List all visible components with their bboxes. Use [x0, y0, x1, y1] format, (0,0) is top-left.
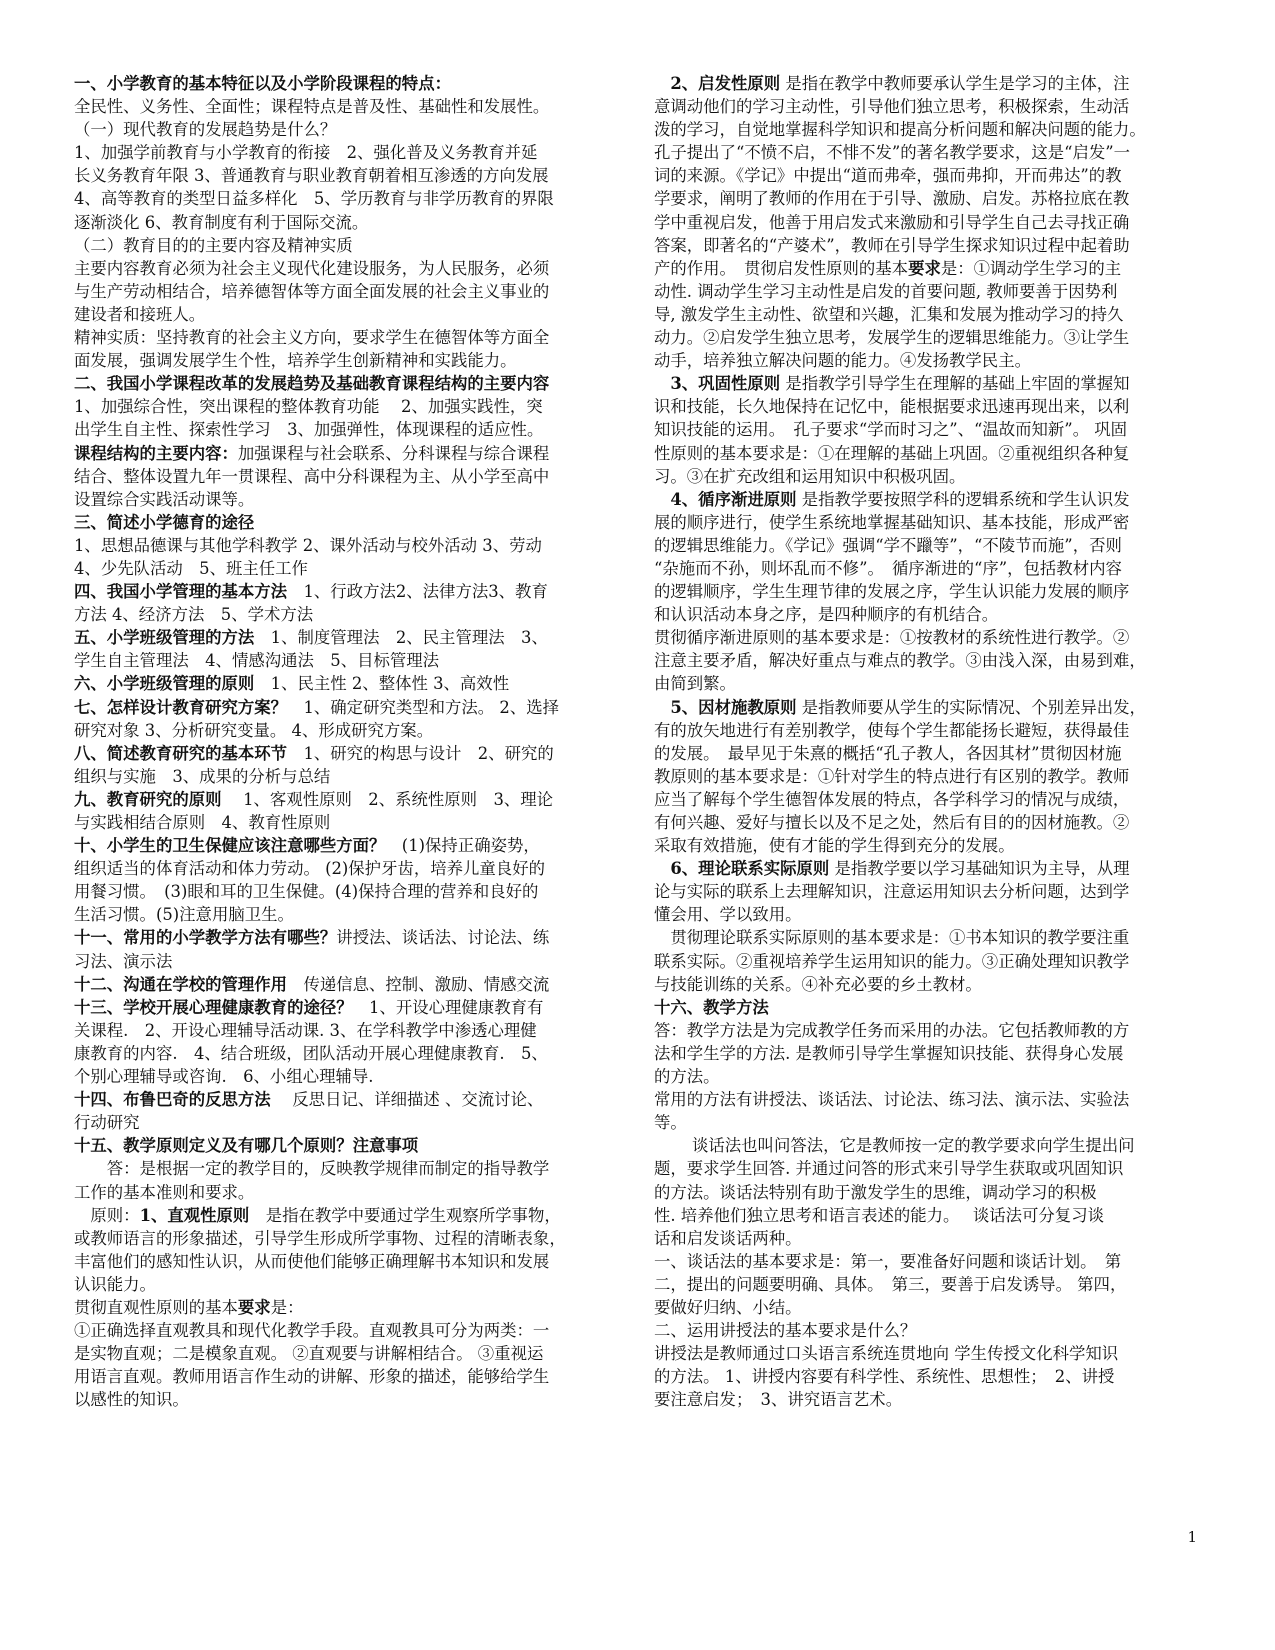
bold-heading: 1、直观性原则	[139, 1205, 250, 1225]
bold-heading: 4、循序渐进原则	[670, 489, 797, 509]
text-line	[74, 1296, 622, 1319]
text-segment	[654, 859, 670, 878]
text-line: 1、加强综合性，突出课程的整体教育功能 2、加强实践性，突	[74, 397, 543, 417]
text-line: 词的来源。《学记》中提出“道而弗牵，强而弗抑，开而弗达”的教	[654, 166, 1122, 186]
text-line: 由简到繁。	[654, 674, 736, 694]
text-segment	[654, 374, 670, 393]
text-line	[74, 442, 622, 465]
text-line: 丰富他们的感知性认识，从而使他们能够正确理解书本知识和发展	[74, 1251, 550, 1271]
text-line: 答案，即著名的“产婆术”，教师在引导学生探求知识过程中起着助	[654, 235, 1130, 255]
text-line	[654, 372, 1202, 395]
text-segment: 1、研究的构思与设计 2、研究的	[287, 743, 554, 763]
text-line: 1、加强学前教育与小学教育的衔接 2、强化普及义务教育并延	[74, 143, 538, 163]
text-segment: 原则：	[74, 1205, 140, 1225]
text-line	[74, 696, 622, 719]
text-segment: 1、行政方法2、法律方法3、教育	[287, 582, 548, 602]
text-line: 贯彻循序渐进原则的基本要求是：①按教材的系统性进行教学。②	[654, 628, 1130, 648]
bold-heading: 3、巩固性原则	[670, 374, 781, 394]
text-line: 与生产劳动相结合，培养德智体等方面全面发展的社会主义事业的	[74, 281, 550, 301]
text-line: 性. 培养他们独立思考和语言表述的能力。 谈话法可分复习谈	[654, 1205, 1104, 1225]
text-segment: 是指在教学中教师要承认学生是学习的主体，注	[780, 74, 1130, 93]
bold-heading: 5、因材施教原则	[670, 697, 797, 717]
text-line	[74, 973, 622, 996]
text-line: 建设者和接班人。	[74, 304, 206, 324]
text-segment: 加强课程与社会联系、分科课程与综合课程	[237, 443, 550, 463]
text-line: 主要内容教育必须为社会主义现代化建设服务，为人民服务，必须	[74, 258, 550, 278]
text-line: 习。③在扩充改组和运用知识中积极巩固。	[654, 466, 966, 486]
bold-heading: 十一、常用的小学教学方法有哪些？	[74, 928, 337, 948]
text-segment: 是：①调动学生学习的主	[940, 258, 1122, 278]
text-line: 动手，培养独立解决问题的能力。④发扬教学民主。	[654, 351, 1031, 371]
bold-heading: 五、小学班级管理的方法	[74, 628, 255, 648]
bold-heading: 七、怎样设计教育研究方案？	[74, 697, 288, 717]
text-line	[74, 372, 622, 395]
right-column	[654, 72, 1202, 1411]
text-segment: 1、民主性 2、整体性 3、高效性	[254, 674, 510, 694]
text-segment: 产的作用。 贯彻启发性原则的基本	[654, 258, 909, 278]
text-line	[654, 696, 1202, 719]
text-line: 导, 激发学生主动性、欲望和兴趣，汇集和发展为推动学习的持久	[654, 304, 1124, 324]
text-line: 以感性的知识。	[74, 1390, 189, 1410]
bold-heading: 一、小学教育的基本特征以及小学阶段课程的特点：	[74, 74, 451, 93]
text-segment: 1、开设心理健康教育有	[352, 997, 544, 1017]
text-segment: (1)保持正确姿势，	[385, 836, 540, 856]
text-line: 1、思想品德课与其他学科教学 2、课外活动与校外活动 3、劳动	[74, 535, 542, 555]
text-line	[74, 1088, 622, 1111]
text-line: 4、少先队活动 5、班主任工作	[74, 558, 308, 578]
text-line: 常用的方法有讲授法、谈话法、讨论法、练习法、演示法、实验法	[654, 1090, 1130, 1110]
text-line: 一、谈话法的基本要求是：第一，要准备好问题和谈话计划。 第	[654, 1251, 1122, 1271]
bold-heading: 十三、学校开展心理健康教育的途径？	[74, 997, 353, 1017]
text-line	[74, 926, 622, 949]
page-number: 1	[1187, 1528, 1197, 1546]
text-line: 学生自主管理法 4、情感沟通法 5、目标管理法	[74, 651, 440, 671]
text-line: 是实物直观；二是模象直观。 ②直观要与讲解相结合。 ③重视运	[74, 1344, 544, 1364]
bold-heading: 要求	[908, 258, 941, 278]
text-line: 答：教学方法是为完成教学任务而采用的办法。它包括教师教的方	[654, 1020, 1130, 1040]
text-line: 工作的基本准则和要求。	[74, 1182, 255, 1202]
text-line: ①正确选择直观教具和现代化教学手段。直观教具可分为两类：一	[74, 1321, 550, 1341]
text-line	[74, 1204, 622, 1227]
text-segment: 是指教师要从学生的实际情况、个别差异出发，	[796, 697, 1146, 717]
text-segment: 贯彻直观性原则的基本	[74, 1297, 238, 1317]
text-line	[74, 1134, 622, 1157]
text-line	[74, 672, 622, 695]
text-segment: 是指教学引导学生在理解的基础上牢固的掌握知	[780, 374, 1130, 394]
text-line: 动力。②启发学生独立思考，发展学生的逻辑思维能力。③让学生	[654, 328, 1130, 348]
bold-heading: 2、启发性原则	[670, 74, 781, 93]
bold-heading: 要求	[237, 1297, 271, 1317]
text-line	[654, 488, 1202, 511]
bold-heading: 十六、教学方法	[654, 997, 769, 1017]
text-line: 应当了解每个学生德智体发展的特点，各学科学习的情况与成绩，	[654, 789, 1130, 809]
text-line: 要注意启发； 3、讲究语言艺术。	[654, 1390, 903, 1410]
text-line: 面发展，强调发展学生个性，培养学生创新精神和实践能力。	[74, 351, 517, 371]
text-line: 题，要求学生回答. 并通过问答的形式来引导学生获取或巩固知识	[654, 1159, 1124, 1179]
text-segment: 是指教学要以学习基础知识为主导，从理	[829, 859, 1130, 879]
text-line	[74, 742, 622, 765]
text-line	[654, 72, 1202, 95]
text-segment: 1、确定研究类型和方法。 2、选择	[287, 697, 560, 717]
bold-heading: 四、我国小学管理的基本方法	[74, 582, 288, 602]
text-line: 的方法。 1、讲授内容要有科学性、系统性、思想性； 2、讲授	[654, 1367, 1115, 1387]
text-segment: 1、客观性原则 2、系统性原则 3、理论	[221, 789, 554, 809]
text-line: 性原则的基本要求是：①在理解的基础上巩固。②重视组织各种复	[654, 443, 1130, 463]
text-line: 有何兴趣、爱好与擅长以及不足之处，然后有目的的因材施教。②	[654, 813, 1130, 832]
text-line: 谈话法也叫问答法，它是教师按一定的教学要求向学生提出问	[654, 1136, 1135, 1156]
text-line	[74, 996, 622, 1019]
text-line: 的逻辑顺序，学生生理节律的发展之序，学生认识能力发展的顺序	[654, 582, 1130, 602]
text-line: 方法 4、经济方法 5、学术方法	[74, 605, 314, 625]
text-line: 的方法。	[654, 1067, 720, 1087]
text-line	[74, 72, 622, 95]
text-line: 采取有效措施，使有才能的学生得到充分的发展。	[654, 836, 1015, 856]
text-line: 注意主要矛盾，解决好重点与难点的教学。③由浅入深，由易到难，	[654, 651, 1146, 671]
text-line: 贯彻理论联系实际原则的基本要求是：①书本知识的教学要注重	[654, 928, 1130, 948]
bold-heading: 六、小学班级管理的原则	[74, 674, 255, 694]
bold-heading: 6、理论联系实际原则	[670, 859, 830, 879]
text-line: 行动研究	[74, 1113, 140, 1133]
text-line: 讲授法是教师通过口头语言系统连贯地向 学生传授文化科学知识	[654, 1344, 1119, 1364]
text-line: （二）教育目的的主要内容及精神实质	[74, 235, 353, 255]
text-line: 话和启发谈话两种。	[654, 1228, 802, 1248]
text-line: 泼的学习，自觉地掌握科学知识和提高分析问题和解决问题的能力。	[654, 120, 1146, 140]
text-line: （一）现代教育的发展趋势是什么？	[74, 120, 337, 140]
bold-heading: 十、小学生的卫生保健应该注意哪些方面？	[74, 836, 386, 856]
text-line: 个别心理辅导或咨询. 6、小组心理辅导.	[74, 1067, 374, 1087]
text-line: 教原则的基本要求是：①针对学生的特点进行有区别的教学。教师	[654, 766, 1130, 786]
bold-heading: 课程结构的主要内容：	[74, 443, 238, 463]
text-line: 4、高等教育的类型日益多样化 5、学历教育与非学历教育的界限	[74, 189, 554, 209]
text-line: 生活习惯。(5)注意用脑卫生。	[74, 905, 294, 925]
text-segment	[654, 490, 670, 509]
text-line	[654, 996, 1202, 1019]
text-line: 研究对象 3、分析研究变量。 4、形成研究方案。	[74, 720, 434, 740]
text-line: 孔子提出了“不愤不启，不悱不发”的著名教学要求，这是“启发”一	[654, 143, 1131, 163]
text-line: 论与实际的联系上去理解知识，注意运用知识去分析问题，达到学	[654, 882, 1130, 902]
text-line: 康教育的内容. 4、结合班级，团队活动开展心理健康教育. 5、	[74, 1043, 548, 1063]
text-segment: 是指教学要按照学科的逻辑系统和学生认识发	[796, 489, 1130, 509]
text-segment: 传递信息、控制、激励、情感交流	[287, 974, 550, 994]
text-line: 二、运用讲授法的基本要求是什么？	[654, 1321, 917, 1341]
text-line: 组织适当的体育活动和体力劳动。 (2)保护牙齿，培养儿童良好的	[74, 859, 545, 879]
text-line: 和认识活动本身之序，是四种顺序的有机结合。	[654, 605, 999, 625]
text-line: 组织与实施 3、成果的分析与总结	[74, 766, 331, 786]
text-line: 长义务教育年限 3、普通教育与职业教育朝着相互渗透的方向发展	[74, 166, 549, 186]
text-line: 意调动他们的学习主动性，引导他们独立思考，积极探索，生动活	[654, 97, 1130, 117]
text-line	[74, 580, 622, 603]
text-line: 用餐习惯。 (3)眼和耳的卫生保健。(4)保持合理的营养和良好的	[74, 882, 539, 902]
text-line: 出学生自主性、探索性学习 3、加强弹性，体现课程的适应性。	[74, 420, 544, 440]
text-line: 全民性、义务性、全面性；课程特点是普及性、基础性和发展性。	[74, 97, 550, 117]
text-line: 动性. 调动学生学习主动性是启发的首要问题, 教师要善于因势利	[654, 281, 1118, 301]
text-line: 有的放矢地进行有差别教学，使每个学生都能扬长避短，获得最佳	[654, 720, 1130, 740]
text-line: 与实践相结合原则 4、教育性原则	[74, 813, 331, 832]
text-line: 法和学生学的方法. 是教师引导学生掌握知识技能、获得身心发展	[654, 1043, 1124, 1063]
text-segment: 1、制度管理法 2、民主管理法 3、	[254, 628, 548, 648]
bold-heading: 十二、沟通在学校的管理作用	[74, 974, 288, 994]
text-line: 认识能力。	[74, 1274, 156, 1294]
text-line: 识和技能，长久地保持在记忆中，能根据要求迅速再现出来，以利	[654, 397, 1130, 417]
text-segment: 讲授法、谈话法、讨论法、练	[336, 928, 550, 948]
text-segment	[654, 698, 670, 717]
text-line: 答：是根据一定的教学目的，反映教学规律而制定的指导教学	[74, 1159, 550, 1179]
text-line: 学要求，阐明了教师的作用在于引导、激励、启发。苏格拉底在教	[654, 189, 1130, 209]
text-line: 等。	[654, 1113, 687, 1133]
text-line: 的发展。 最早见于朱熹的概括“孔子教人，各因其材”贯彻因材施	[654, 743, 1122, 763]
text-line: 与技能训练的关系。④补充必要的乡土教材。	[654, 974, 982, 994]
text-line: 的方法。谈话法特别有助于激发学生的思维，调动学习的积极	[654, 1182, 1097, 1202]
text-line	[74, 834, 622, 857]
bold-heading: 十五、教学原则定义及有哪几个原则？注意事项	[74, 1136, 419, 1156]
bold-heading: 三、简述小学德育的途径	[74, 512, 255, 532]
text-line: 或教师语言的形象描述，引导学生形成所学事物、过程的清晰表象，	[74, 1228, 566, 1248]
text-line: 逐渐淡化 6、教育制度有利于国际交流。	[74, 212, 369, 232]
text-line	[654, 257, 1202, 280]
left-column	[74, 72, 622, 1411]
text-line: 设置综合实践活动课等。	[74, 489, 255, 509]
text-segment: 反思日记、详细描述 、交流讨论、	[270, 1090, 544, 1110]
text-line: 结合、整体设置九年一贯课程、高中分科课程为主、从小学至高中	[74, 466, 550, 486]
bold-heading: 九、教育研究的原则	[74, 789, 222, 809]
text-line: 二，提出的问题要明确、具体。 第三，要善于启发诱导。 第四，	[654, 1274, 1127, 1294]
text-line: 关课程. 2、开设心理辅导活动课. 3、在学科教学中渗透心理健	[74, 1020, 537, 1040]
text-line: “杂施而不孙，则坏乱而不修”。 循序渐进的“序”，包括教材内容	[654, 558, 1122, 578]
text-segment	[654, 74, 670, 93]
text-line: 学中重视启发，他善于用启发式来激励和引导学生自己去寻找正确	[654, 212, 1130, 232]
bold-heading: 二、我国小学课程改革的发展趋势及基础教育课程结构的主要内容	[74, 374, 550, 394]
text-segment: 是指在教学中要通过学生观察所学事物，	[249, 1205, 561, 1225]
text-line: 的逻辑思维能力。《学记》强调“学不躐等”，“不陵节而施”，否则	[654, 535, 1122, 555]
text-line: 展的顺序进行，使学生系统地掌握基础知识、基本技能，形成严密	[654, 512, 1130, 532]
text-line: 用语言直观。教师用语言作生动的讲解、形象的描述，能够给学生	[74, 1367, 550, 1387]
text-line: 懂会用、学以致用。	[654, 905, 802, 925]
text-line	[74, 511, 622, 534]
text-line: 精神实质：坚持教育的社会主义方向，要求学生在德智体等方面全	[74, 328, 550, 348]
bold-heading: 十四、布鲁巴奇的反思方法	[74, 1090, 271, 1110]
text-line	[74, 788, 622, 811]
text-line	[654, 857, 1202, 880]
bold-heading: 八、简述教育研究的基本环节	[74, 743, 288, 763]
text-line: 知识技能的运用。 孔子要求“学而时习之”、“温故而知新”。 巩固	[654, 420, 1128, 440]
text-line: 联系实际。②重视培养学生运用知识的能力。③正确处理知识教学	[654, 951, 1130, 971]
text-line: 要做好归纳、小结。	[654, 1297, 802, 1317]
text-line	[74, 626, 622, 649]
text-line: 习法、演示法	[74, 951, 173, 971]
text-segment: 是：	[270, 1297, 304, 1317]
